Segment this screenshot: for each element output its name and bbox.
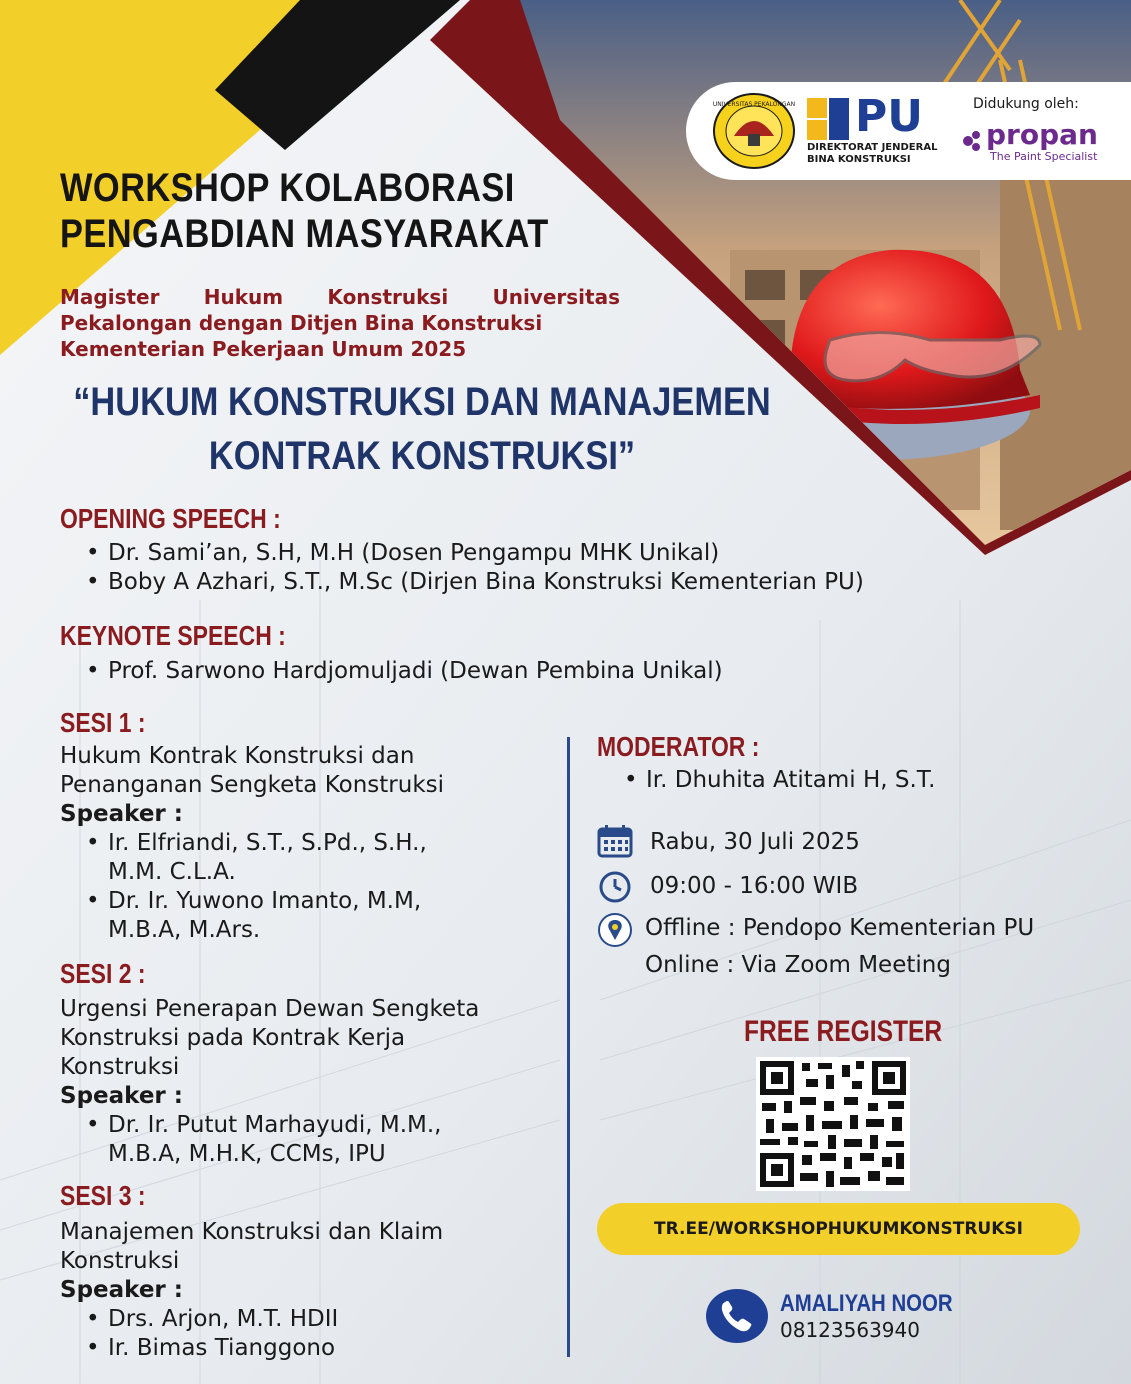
speaker-line2: M.M. C.L.A.	[108, 859, 236, 885]
sesi-3-topic-line2: Konstruksi	[60, 1248, 180, 1274]
speaker-line2: M.B.A, M.H.K, CCMs, IPU	[108, 1141, 386, 1167]
theme-line1: “HUKUM KONSTRUKSI DAN MANAJEMEN	[73, 380, 771, 424]
sesi-1-topic-line1: Hukum Kontrak Konstruksi dan	[60, 743, 415, 769]
event-location-online: Online : Via Zoom Meeting	[645, 952, 951, 978]
list-item	[82, 829, 560, 887]
subtitle-line2: Pekalongan dengan Ditjen Bina Konstruksi	[60, 311, 543, 335]
sesi-2-topic-line1: Urgensi Penerapan Dewan Sengketa	[60, 996, 480, 1022]
moderator-heading: MODERATOR :	[597, 731, 760, 762]
sesi-2-topic-line3: Konstruksi	[60, 1054, 180, 1080]
event-title-line1: WORKSHOP KOLABORASI	[60, 166, 515, 210]
location-pin-icon	[597, 912, 633, 948]
calendar-icon	[597, 824, 633, 858]
supported-by-label: Didukung oleh:	[973, 96, 1079, 112]
workshop-theme	[35, 375, 809, 483]
list-item: • Ir. Dhuhita Atitami H, S.T.	[620, 766, 1100, 795]
keynote-speech-list	[82, 657, 982, 686]
sesi-2-block	[60, 995, 565, 1169]
list-item: • Drs. Arjon, M.T. HDII	[82, 1305, 560, 1334]
event-title	[60, 165, 549, 257]
list-item	[82, 1111, 565, 1169]
keynote-speech-heading: KEYNOTE SPEECH :	[60, 620, 286, 651]
event-location-offline: Offline : Pendopo Kementerian PU	[645, 915, 1035, 941]
sesi-1-speaker-list	[82, 829, 560, 945]
opening-speech-list	[82, 539, 1102, 597]
pu-subtitle	[807, 142, 937, 166]
unikal-logo	[712, 92, 796, 170]
speaker-line1: • Dr. Ir. Putut Marhayudi, M.M.,	[108, 1112, 442, 1138]
sesi-2-topic-line2: Konstruksi pada Kontrak Kerja	[60, 1025, 406, 1051]
sesi-3-block	[60, 1218, 560, 1363]
column-divider	[567, 737, 570, 1357]
registration-qr-code[interactable]	[756, 1057, 910, 1191]
sesi-3-speaker-list	[82, 1305, 560, 1363]
sesi-1-block	[60, 742, 560, 945]
propan-logo-icon	[962, 130, 988, 152]
propan-wordmark: propan	[986, 118, 1098, 151]
event-title-line2: PENGABDIAN MASYARAKAT	[60, 212, 549, 256]
pu-subtitle-line2: BINA KONSTRUKSI	[807, 154, 911, 165]
clock-icon	[598, 870, 632, 904]
pu-wordmark: PU	[855, 91, 923, 142]
event-time: 09:00 - 16:00 WIB	[650, 873, 859, 899]
moderator-list	[620, 766, 1100, 795]
list-item: • Ir. Bimas Tianggono	[82, 1334, 560, 1363]
contact-name: AMALIYAH NOOR	[780, 1290, 953, 1317]
list-item: • Dr. Sami’an, S.H, M.H (Dosen Pengampu MHK Unikal)	[82, 539, 1102, 568]
subtitle-line3: Kementerian Pekerjaan Umum 2025	[60, 337, 467, 361]
list-item	[82, 887, 560, 945]
subtitle-line1: Magister Hukum Konstruksi Universitas	[60, 285, 620, 309]
list-item: • Boby A Azhari, S.T., M.Sc (Dirjen Bina Konstruksi Kementerian PU)	[82, 568, 1102, 597]
theme-line2: KONTRAK KONSTRUKSI”	[208, 434, 636, 478]
sesi-1-heading: SESI 1 :	[60, 707, 146, 738]
pu-subtitle-line1: DIREKTORAT JENDERAL	[807, 142, 938, 153]
event-subtitle	[60, 284, 620, 362]
sesi-3-topic-line1: Manajemen Konstruksi dan Klaim	[60, 1219, 444, 1245]
list-item: • Prof. Sarwono Hardjomuljadi (Dewan Pembina Unikal)	[82, 657, 982, 686]
registration-link[interactable]: TR.EE/WORKSHOPHUKUMKONSTRUKSI	[597, 1203, 1080, 1255]
contact-phone[interactable]: 08123563940	[780, 1318, 920, 1342]
opening-speech-heading: OPENING SPEECH :	[60, 503, 281, 534]
sesi-3-heading: SESI 3 :	[60, 1180, 146, 1211]
speaker-line1: • Ir. Elfriandi, S.T., S.Pd., S.H.,	[108, 830, 427, 856]
sesi-2-heading: SESI 2 :	[60, 958, 146, 989]
event-date: Rabu, 30 Juli 2025	[650, 829, 860, 855]
free-register-heading: FREE REGISTER	[744, 1015, 943, 1048]
sesi-2-speaker-list	[82, 1111, 565, 1169]
sesi-1-topic-line2: Penanganan Sengketa Konstruksi	[60, 772, 445, 798]
unikal-logo-label: UNIVERSITAS PEKALONGAN	[712, 101, 796, 108]
sesi-1-speaker-label: Speaker :	[60, 801, 183, 827]
speaker-line1: • Dr. Ir. Yuwono Imanto, M.M,	[108, 888, 422, 914]
sesi-3-speaker-label: Speaker :	[60, 1277, 183, 1303]
sesi-2-speaker-label: Speaker :	[60, 1083, 183, 1109]
propan-tagline: The Paint Specialist	[990, 150, 1098, 163]
speaker-line2: M.B.A, M.Ars.	[108, 917, 261, 943]
pu-logo-mark	[807, 98, 851, 140]
phone-icon[interactable]	[705, 1288, 769, 1344]
